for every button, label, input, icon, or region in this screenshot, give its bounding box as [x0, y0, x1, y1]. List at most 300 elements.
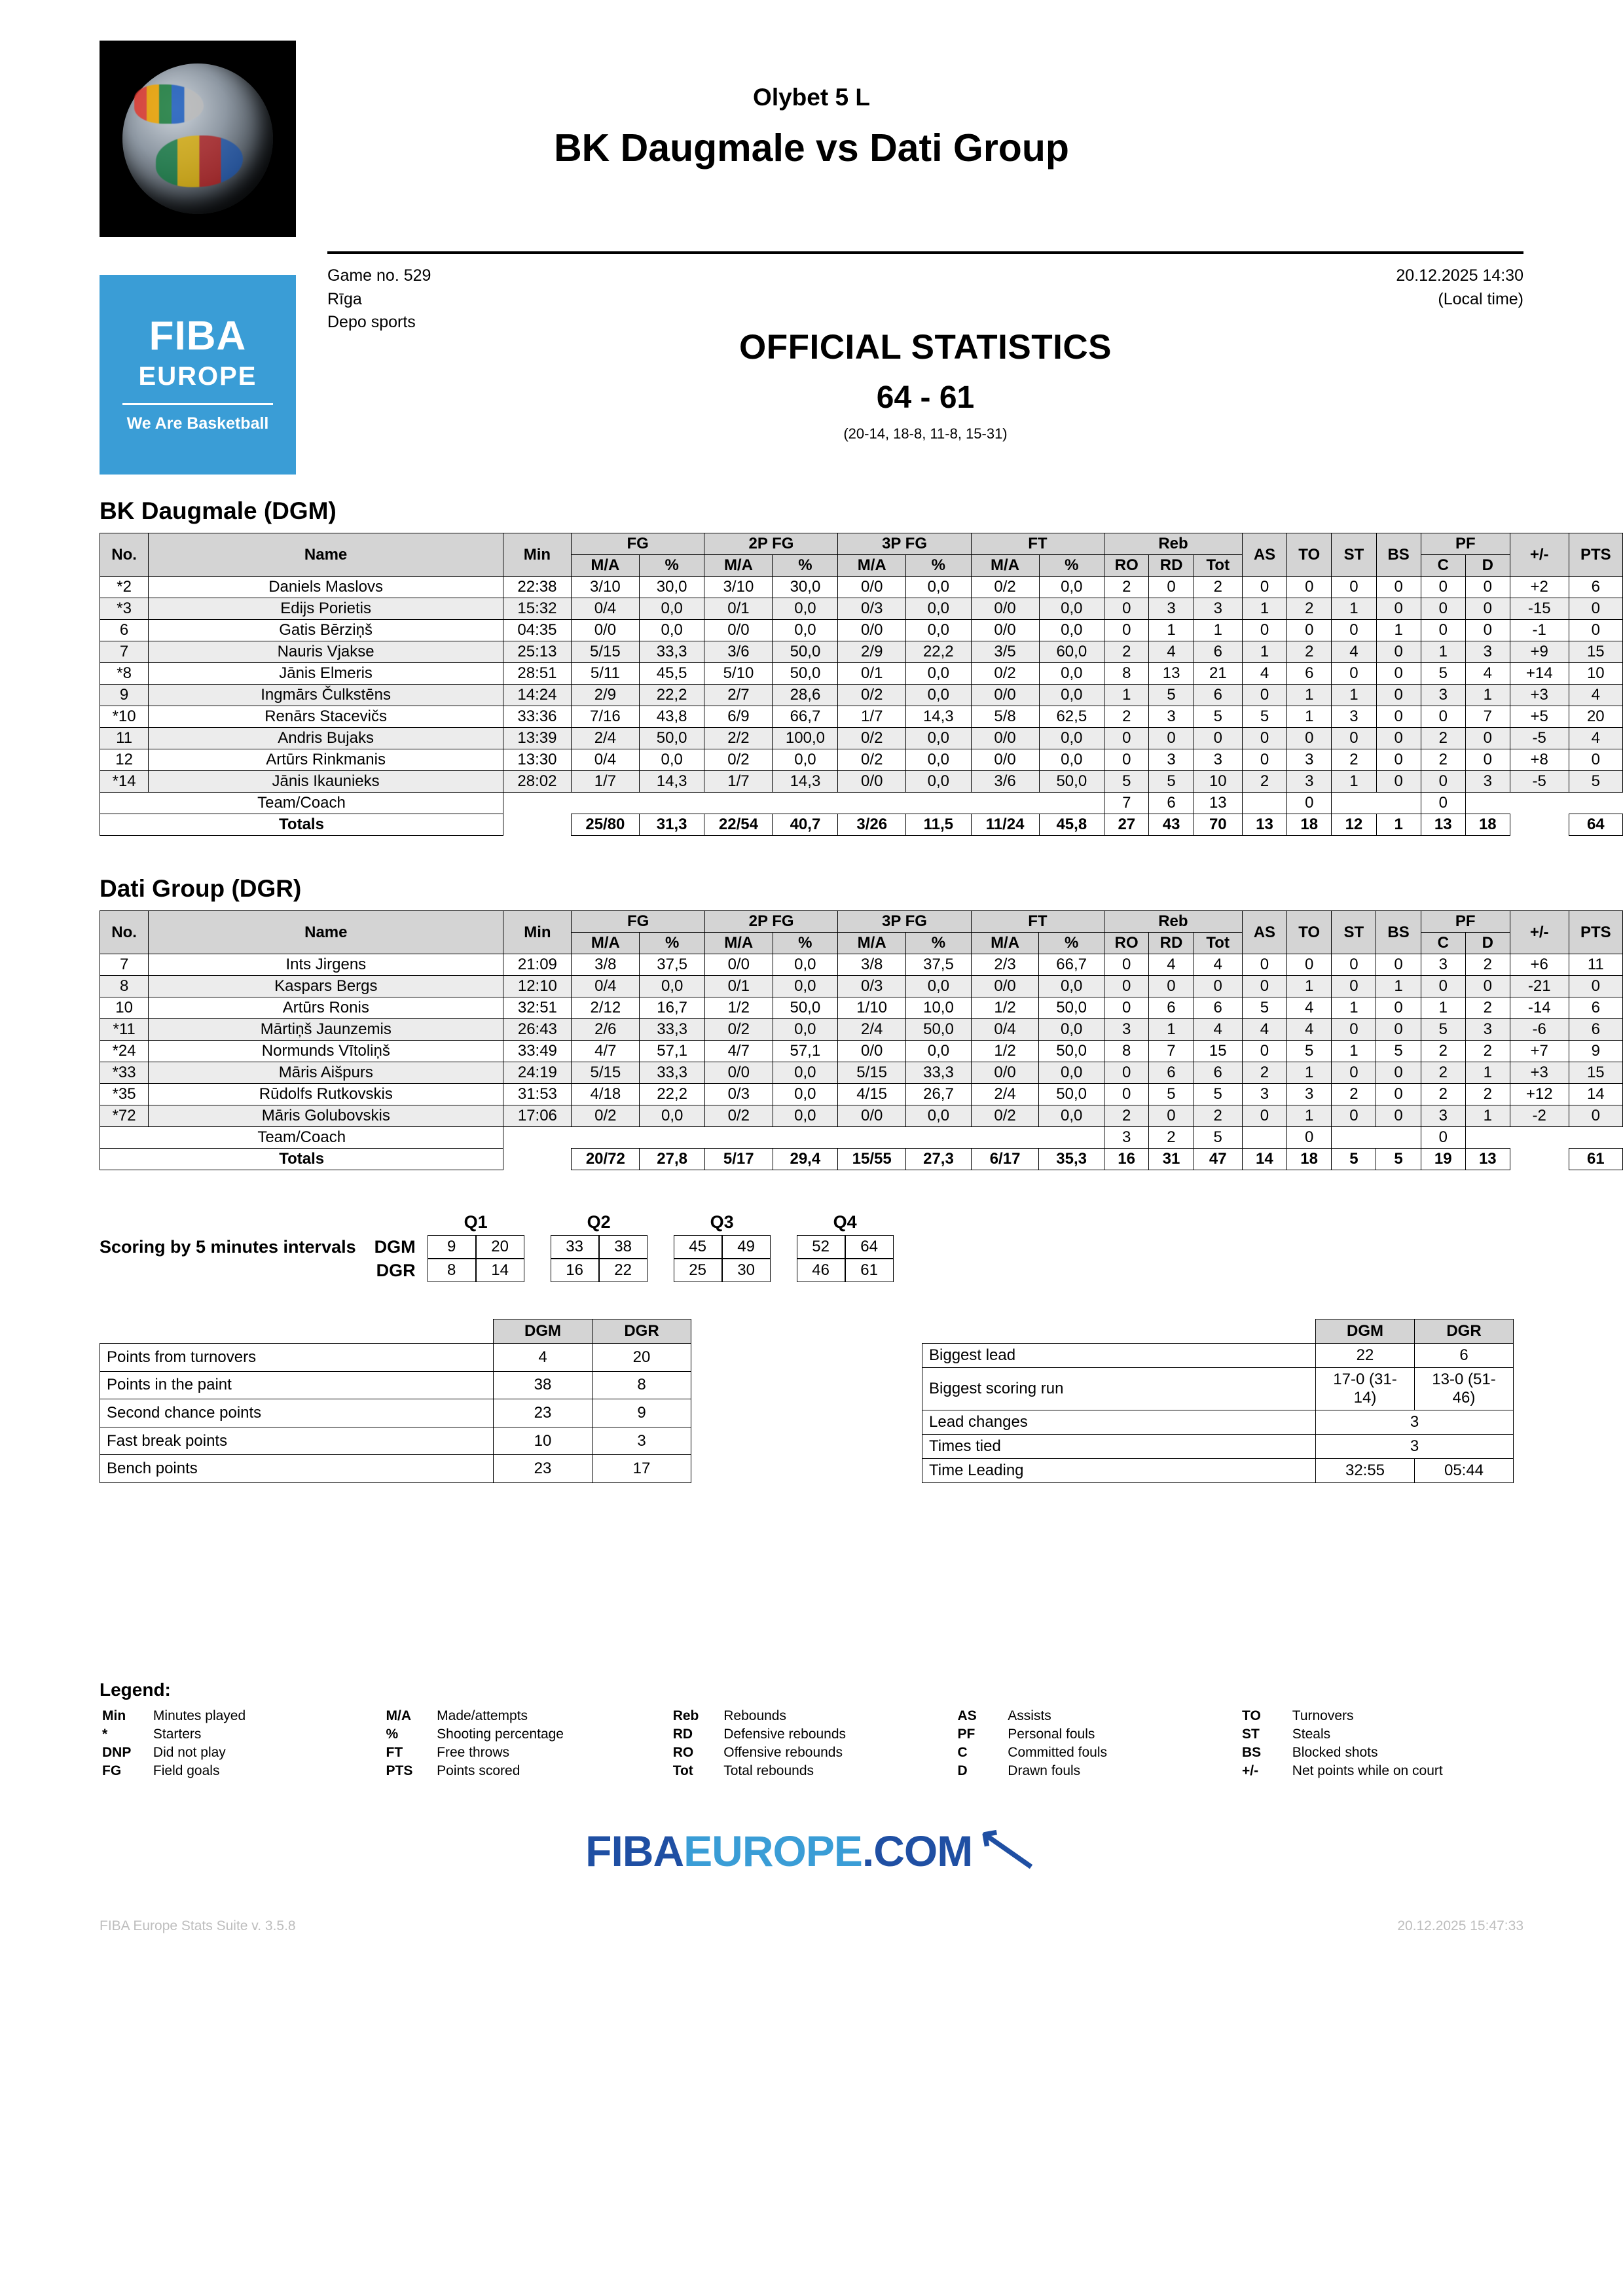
th-2p-ma: M/A: [704, 933, 773, 954]
cell-fgp: 33,3: [640, 1062, 705, 1084]
cell-as: 0: [1242, 1041, 1286, 1062]
cell-c: 3: [1421, 685, 1465, 706]
cell-min: 14:24: [503, 685, 571, 706]
cell-ft: 3/5: [971, 641, 1039, 663]
cell-rd: 7: [1149, 1041, 1194, 1062]
cell-min: 12:10: [503, 976, 572, 997]
spacer: [374, 1212, 428, 1235]
cell-ft: 0/2: [971, 663, 1039, 685]
cell-pm: +12: [1510, 1084, 1569, 1105]
cell-blank: [773, 1127, 838, 1149]
stat-label: Times tied: [922, 1435, 1316, 1459]
legend-key: RO: [672, 1745, 694, 1760]
cell-blank: [572, 1127, 640, 1149]
cell-st: 12: [1332, 814, 1376, 836]
interval-value-start: 45: [674, 1235, 722, 1259]
legend-title: Legend:: [100, 1679, 171, 1700]
cell-bs: 1: [1376, 620, 1421, 641]
cell-p3: 0/0: [838, 1041, 906, 1062]
cell-p2: 1/7: [704, 771, 773, 793]
cell-fg: 2/12: [572, 997, 640, 1019]
th-min: Min: [503, 911, 572, 954]
cell-no: *72: [100, 1105, 149, 1127]
cell-pm: +9: [1510, 641, 1569, 663]
cell-pts: 5: [1569, 771, 1622, 793]
totals-row: [100, 1149, 1623, 1170]
team-2-title: Dati Group (DGR): [100, 875, 302, 902]
cell-p3p: 37,5: [906, 954, 972, 976]
table-row[interactable]: [100, 685, 1623, 706]
cell-fgp: 57,1: [640, 1041, 705, 1062]
spacer: [894, 1212, 920, 1235]
cell-p3: 0/0: [838, 771, 906, 793]
cell-name: Gatis Bērziņš: [149, 620, 503, 641]
cell-rd: 4: [1149, 641, 1194, 663]
cell-pm: +6: [1510, 954, 1569, 976]
team-1-rows: [100, 577, 1623, 836]
legend-value: Made/attempts: [437, 1708, 528, 1723]
cell-ftp: 0,0: [1039, 976, 1104, 997]
cell-as: 14: [1242, 1149, 1286, 1170]
table-row[interactable]: [100, 663, 1623, 685]
cell-blank: [1242, 1127, 1286, 1149]
fiba-europe-logo: [100, 275, 296, 475]
stat-label: Biggest scoring run: [922, 1368, 1316, 1410]
legend-key: FG: [102, 1763, 122, 1778]
interval-value-start: 52: [797, 1235, 845, 1259]
cell-pm: +5: [1510, 706, 1569, 728]
spacer: [647, 1212, 674, 1235]
cell-d: 2: [1465, 1084, 1510, 1105]
cell-p3p: 11,5: [905, 814, 971, 836]
cell-ft: 1/2: [971, 997, 1039, 1019]
cell-pm: +14: [1510, 663, 1569, 685]
interval-value-start: 46: [797, 1259, 845, 1282]
cell-bs: 0: [1376, 1062, 1421, 1084]
stat-value-dgm: 17-0 (31-14): [1316, 1368, 1415, 1410]
cell-blank: [1465, 1127, 1510, 1149]
cell-rd: 6: [1149, 793, 1194, 814]
cell-as: 5: [1242, 706, 1286, 728]
cell-tot: 5: [1194, 1084, 1242, 1105]
cell-ftp: 0,0: [1039, 1105, 1104, 1127]
cell-ftp: 0,0: [1039, 728, 1104, 749]
cell-ro: 0: [1104, 598, 1149, 620]
legend-value: Offensive rebounds: [723, 1745, 843, 1760]
legend-key: TO: [1242, 1708, 1261, 1723]
period-scores: (20-14, 18-8, 11-8, 15-31): [843, 425, 1008, 442]
cell-pts: 15: [1569, 1062, 1622, 1084]
cell-tot: 5: [1194, 1127, 1242, 1149]
legend-row: [100, 1707, 1523, 1725]
th-name: Name: [149, 533, 503, 577]
cell-fgp: 22,2: [639, 685, 704, 706]
cell-tot: 3: [1194, 598, 1242, 620]
cell-p3p: 27,3: [906, 1149, 972, 1170]
cell-totals-label: Totals: [100, 814, 503, 836]
team-comparison-table: [100, 1319, 691, 1483]
cell-no: 6: [100, 620, 149, 641]
cell-fgp: 22,2: [640, 1084, 705, 1105]
cell-c: 0: [1421, 976, 1465, 997]
cell-pm: +2: [1510, 577, 1569, 598]
cell-p3p: 0,0: [905, 598, 971, 620]
cell-tot: 15: [1194, 1041, 1242, 1062]
cell-ftp: 45,8: [1039, 814, 1104, 836]
cell-pts: 6: [1569, 1019, 1622, 1041]
th-tot: Tot: [1194, 555, 1242, 577]
cell-blank: [503, 1127, 572, 1149]
th-fg-pct: %: [640, 933, 705, 954]
cell-ft: 1/2: [971, 1041, 1039, 1062]
fiba-wordmark: FIBA: [149, 314, 247, 359]
stat-row: [922, 1344, 1514, 1368]
th-ro: RO: [1104, 555, 1149, 577]
stat-value-dgr: 13-0 (51-46): [1415, 1368, 1514, 1410]
cell-ro: 0: [1104, 976, 1148, 997]
cell-ft: 0/0: [971, 620, 1039, 641]
legend-value: Total rebounds: [723, 1763, 814, 1778]
cell-bs: 0: [1376, 954, 1421, 976]
th-ft-pct: %: [1039, 933, 1104, 954]
intervals-label-spacer: [100, 1212, 374, 1235]
th-3p-ma: M/A: [838, 555, 906, 577]
cell-pm: +3: [1510, 685, 1569, 706]
cell-p3p: 22,2: [905, 641, 971, 663]
stat-value-dgr: 3: [593, 1427, 691, 1455]
cell-fg: 0/2: [572, 1105, 640, 1127]
cell-ftp: 0,0: [1039, 685, 1104, 706]
spacer: [771, 1212, 797, 1235]
cell-tot: 6: [1194, 641, 1242, 663]
legend-key: D: [957, 1763, 968, 1778]
legend-value: Starters: [153, 1727, 202, 1742]
cell-fgp: 0,0: [640, 976, 705, 997]
cell-bs: 0: [1376, 663, 1421, 685]
cell-st: 2: [1332, 1084, 1376, 1105]
cell-ro: 2: [1104, 577, 1149, 598]
intervals-label: [100, 1259, 374, 1282]
cell-tot: 2: [1194, 577, 1242, 598]
cell-blank: [503, 793, 571, 814]
th-bs: BS: [1376, 911, 1421, 954]
cell-no: 12: [100, 749, 149, 771]
table-row[interactable]: [100, 577, 1623, 598]
table-row[interactable]: [100, 954, 1623, 976]
cell-p2p: 0,0: [773, 598, 838, 620]
legend-key: M/A: [386, 1708, 412, 1723]
cell-as: 0: [1242, 976, 1286, 997]
cell-as: 2: [1242, 771, 1286, 793]
cell-blank: [704, 1127, 773, 1149]
cell-name: Artūrs Ronis: [149, 997, 503, 1019]
cell-min: 22:38: [503, 577, 571, 598]
cell-to: 3: [1287, 771, 1332, 793]
cell-d: 2: [1465, 954, 1510, 976]
cell-fg: 5/15: [572, 1062, 640, 1084]
cell-rd: 5: [1149, 771, 1194, 793]
cell-pts: 6: [1569, 577, 1622, 598]
cell-ro: 0: [1104, 749, 1149, 771]
th-group-2pfg: 2P FG: [704, 911, 837, 933]
cell-pm: -15: [1510, 598, 1569, 620]
th-rd: RD: [1149, 555, 1194, 577]
cell-rd: 6: [1149, 997, 1194, 1019]
cell-fg: 3/10: [571, 577, 639, 598]
interval-value-end: 61: [845, 1259, 894, 1282]
cell-pts: 14: [1569, 1084, 1622, 1105]
cell-min: 32:51: [503, 997, 572, 1019]
cell-st: 3: [1332, 706, 1376, 728]
cell-blank: [1332, 1127, 1376, 1149]
cell-p2: 4/7: [704, 1041, 773, 1062]
cell-to: 0: [1287, 793, 1332, 814]
cell-c: 1: [1421, 997, 1465, 1019]
cell-fg: 0/4: [571, 749, 639, 771]
cell-fgp: 0,0: [640, 1105, 705, 1127]
game-datetime: 20.12.2025 14:30: [1396, 266, 1523, 285]
th-ft-ma: M/A: [971, 555, 1039, 577]
cell-p2p: 50,0: [773, 997, 838, 1019]
cell-p3p: 0,0: [905, 663, 971, 685]
game-number: Game no. 529: [327, 266, 431, 285]
legend-key: RD: [672, 1727, 693, 1742]
cell-blank: [571, 793, 639, 814]
legend-value: Did not play: [153, 1745, 226, 1760]
cell-tot: 13: [1194, 793, 1242, 814]
cell-ft: 0/0: [971, 976, 1039, 997]
cell-ro: 7: [1104, 793, 1149, 814]
spacer: [524, 1212, 551, 1235]
stat-value-dgr: 20: [593, 1344, 691, 1372]
cell-blank: [1569, 1127, 1622, 1149]
cell-d: 18: [1465, 814, 1510, 836]
stat-header-team: DGM: [1316, 1319, 1415, 1344]
team-section-2: [0, 875, 1623, 1170]
cell-ftp: 60,0: [1039, 641, 1104, 663]
stat-label: Time Leading: [922, 1459, 1316, 1483]
cell-fgp: 45,5: [639, 663, 704, 685]
stat-header-label: [100, 1319, 494, 1344]
th-group-pf: PF: [1421, 533, 1510, 555]
footer-version: FIBA Europe Stats Suite v. 3.5.8: [100, 1918, 296, 1933]
cell-d: 3: [1465, 771, 1510, 793]
cell-to: 1: [1287, 976, 1332, 997]
cell-name: Nauris Vjakse: [149, 641, 503, 663]
cell-min: 31:53: [503, 1084, 572, 1105]
stat-row: [100, 1344, 691, 1372]
interval-value-start: 33: [551, 1235, 599, 1259]
cell-min: 28:51: [503, 663, 571, 685]
cell-st: 0: [1332, 577, 1376, 598]
legend-value: Turnovers: [1292, 1708, 1354, 1723]
cell-to: 1: [1287, 706, 1332, 728]
interval-value-start: 8: [428, 1259, 476, 1282]
cell-ro: 2: [1104, 706, 1149, 728]
cell-tot: 6: [1194, 997, 1242, 1019]
stat-header-team: DGM: [494, 1319, 593, 1344]
cell-c: 0: [1421, 598, 1465, 620]
local-time-note: (Local time): [1438, 289, 1523, 308]
table-row[interactable]: [100, 997, 1623, 1019]
interval-cell-pair: [551, 1235, 647, 1259]
cell-blank: [1510, 1149, 1569, 1170]
cell-rd: 1: [1149, 620, 1194, 641]
cell-d: 3: [1465, 641, 1510, 663]
cell-name: Daniels Maslovs: [149, 577, 503, 598]
cell-p3p: 0,0: [905, 577, 971, 598]
cell-fg: 3/8: [572, 954, 640, 976]
cell-c: 1: [1421, 641, 1465, 663]
cell-fg: 2/9: [571, 685, 639, 706]
cell-tot: 10: [1194, 771, 1242, 793]
cell-bs: 0: [1376, 685, 1421, 706]
cell-d: 13: [1465, 1149, 1510, 1170]
cell-p3: 0/2: [838, 749, 906, 771]
interval-value-start: 9: [428, 1235, 476, 1259]
cell-name: Normunds Vītoliņš: [149, 1041, 503, 1062]
cell-p2p: 0,0: [773, 749, 838, 771]
cell-to: 6: [1287, 663, 1332, 685]
legend-table: [100, 1707, 1523, 1780]
cell-to: 0: [1287, 620, 1332, 641]
team-2-box-score: [100, 910, 1623, 1170]
th-d: D: [1465, 933, 1510, 954]
cell-min: 21:09: [503, 954, 572, 976]
table-row[interactable]: [100, 749, 1623, 771]
cell-as: 0: [1242, 577, 1286, 598]
table-row[interactable]: [100, 620, 1623, 641]
th-group-3pfg: 3P FG: [838, 911, 972, 933]
stat-value-dgr: 6: [1415, 1344, 1514, 1368]
cell-d: 0: [1465, 749, 1510, 771]
cell-c: 0: [1421, 577, 1465, 598]
cell-no: 7: [100, 954, 149, 976]
th-3p-ma: M/A: [838, 933, 906, 954]
cell-c: 2: [1421, 1084, 1465, 1105]
cell-p3p: 50,0: [906, 1019, 972, 1041]
cell-pts: 15: [1569, 641, 1622, 663]
th-c: C: [1421, 933, 1465, 954]
table-row[interactable]: [100, 1041, 1623, 1062]
intervals-row: [100, 1259, 920, 1282]
th-c: C: [1421, 555, 1465, 577]
cell-fgp: 33,3: [639, 641, 704, 663]
cell-st: 0: [1332, 663, 1376, 685]
team-stats-row: [100, 1319, 1623, 1483]
legend-value: Net points while on court: [1292, 1763, 1443, 1778]
cell-st: 0: [1332, 1019, 1376, 1041]
cell-rd: 13: [1149, 663, 1194, 685]
cell-totals-label: Totals: [100, 1149, 503, 1170]
interval-cell-pair: [428, 1259, 524, 1282]
cell-blank: [640, 1127, 705, 1149]
table-row[interactable]: [100, 976, 1623, 997]
cell-fg: 4/7: [572, 1041, 640, 1062]
table-row[interactable]: [100, 771, 1623, 793]
cell-p3p: 14,3: [905, 706, 971, 728]
cell-blank: [503, 814, 571, 836]
cell-ftp: 0,0: [1039, 598, 1104, 620]
th-group-2pfg: 2P FG: [704, 533, 838, 555]
cell-as: 4: [1242, 1019, 1286, 1041]
table-row[interactable]: [100, 1062, 1623, 1084]
cell-pts: 0: [1569, 749, 1622, 771]
logo-slogan: We Are Basketball: [126, 414, 269, 433]
cell-c: 0: [1421, 620, 1465, 641]
th-no: No.: [100, 533, 149, 577]
cell-blank: [1039, 1127, 1104, 1149]
cell-st: 0: [1332, 976, 1376, 997]
cell-bs: 1: [1376, 976, 1421, 997]
cell-ft: 0/0: [971, 1062, 1039, 1084]
th-fg-ma: M/A: [572, 933, 640, 954]
cell-p3: 5/15: [838, 1062, 906, 1084]
table-row[interactable]: [100, 598, 1623, 620]
cell-blank: [971, 793, 1039, 814]
table-row[interactable]: [100, 1084, 1623, 1105]
table-row[interactable]: [100, 1105, 1623, 1127]
cell-p3: 15/55: [838, 1149, 906, 1170]
legend-key: Tot: [672, 1763, 693, 1778]
table-row[interactable]: [100, 1019, 1623, 1041]
fibaeurope-brand[interactable]: [0, 1814, 1623, 1890]
th-plusminus: +/-: [1510, 533, 1569, 577]
cell-c: 2: [1421, 728, 1465, 749]
cell-d: 0: [1465, 598, 1510, 620]
cell-to: 2: [1287, 641, 1332, 663]
cell-pm: -14: [1510, 997, 1569, 1019]
legend-value: Committed fouls: [1008, 1745, 1108, 1760]
cell-ro: 27: [1104, 814, 1149, 836]
interval-cell-pair: [797, 1259, 894, 1282]
spacer: [524, 1235, 551, 1259]
cell-st: 1: [1332, 598, 1376, 620]
cell-name: Jānis Ikaunieks: [149, 771, 503, 793]
cell-fgp: 27,8: [640, 1149, 705, 1170]
cell-ro: 16: [1104, 1149, 1148, 1170]
cell-c: 0: [1421, 793, 1465, 814]
cell-c: 5: [1421, 663, 1465, 685]
cell-pm: -5: [1510, 771, 1569, 793]
stat-row: [100, 1371, 691, 1399]
cell-p2p: 30,0: [773, 577, 838, 598]
cell-blank: [1376, 793, 1421, 814]
stat-label: Bench points: [100, 1455, 494, 1483]
cell-p2p: 14,3: [773, 771, 838, 793]
th-no: No.: [100, 911, 149, 954]
cell-ro: 3: [1104, 1127, 1148, 1149]
cell-p2p: 29,4: [773, 1149, 838, 1170]
table-row[interactable]: [100, 728, 1623, 749]
table-row[interactable]: [100, 706, 1623, 728]
stat-value-dgm: 4: [494, 1344, 593, 1372]
cell-p3: 0/0: [838, 620, 906, 641]
cell-to: 0: [1287, 954, 1332, 976]
cell-c: 5: [1421, 1019, 1465, 1041]
stat-header-label: [922, 1319, 1316, 1344]
cell-fgp: 31,3: [639, 814, 704, 836]
cell-p3: 0/0: [838, 577, 906, 598]
cell-tot: 1: [1194, 620, 1242, 641]
cell-fg: 5/11: [571, 663, 639, 685]
cell-min: 33:36: [503, 706, 571, 728]
table-row[interactable]: [100, 641, 1623, 663]
cell-p2: 22/54: [704, 814, 773, 836]
cell-no: *2: [100, 577, 149, 598]
stat-label: Points from turnovers: [100, 1344, 494, 1372]
cell-name: Ingmārs Čulkstēns: [149, 685, 503, 706]
